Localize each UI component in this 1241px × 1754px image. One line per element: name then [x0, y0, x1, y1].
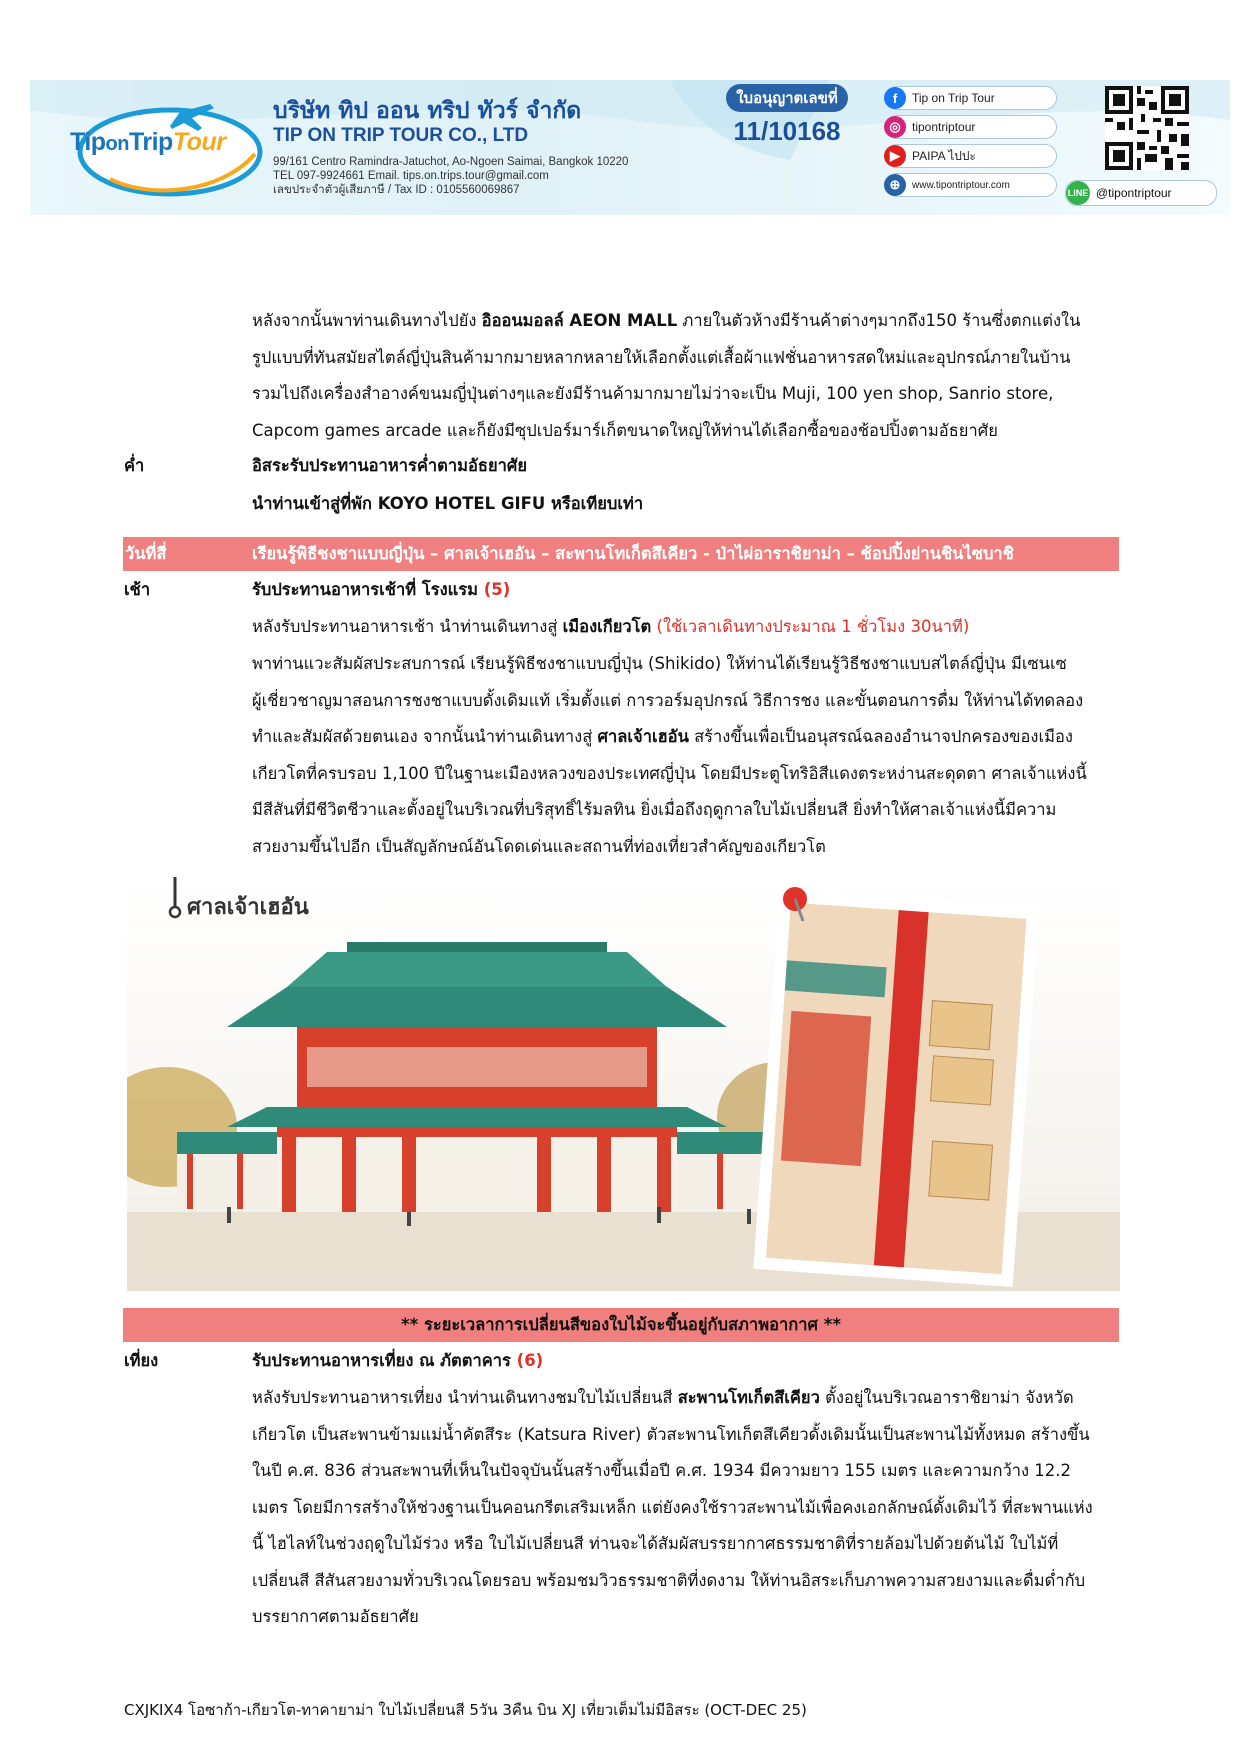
aeon-mall-paragraph: หลังจากนั้นพาท่านเดินทางไปยัง อิออนมอลล์ AEON MALL ภายในตัวห้างมีร้านค้าต่างๆมากถึง150 ร้านซึ่งตกแต่งใน รูปแบบที่ทันสมัยสไตล์ญี่ปุ่นสินค้ามากมายหลากหลายให้เลือกตั้งแต่เสื้อผ้าแฟชั่นอาหารสดใหม่และอุปกรณ์ภายในบ้าน รวมไปถึงเครื่องสำอางค์ขนมญี่ปุ่นต่างๆและยังมีร้านค้ามากมายไม่ว่าจะเป็น Muji, 100 yen shop, Sanrio store, Capcom games arcade และก็ยังมีซุปเปอร์มาร์เก็ตขนาดใหญ่ให้ท่านได้เลือกซื้อของช้อปปิ้งตามอัธยาศัย [252, 311, 1081, 440]
instagram-icon: ◎ [884, 116, 906, 138]
day-header-bar [123, 537, 1119, 571]
togetsukyo-paragraph: หลังรับประทานอาหารเที่ยง นำท่านเดินทางชมใบไม้เปลี่ยนสี สะพานโทเก็ตสึเคียว ตั้งอยู่ในบริเวณอาราชิยาม่า จังหวัด เกียวโต เป็นสะพานข้ามแม่น้ำคัตสึระ (Katsura River) ตัวสะพานโทเก็ตสึเคียวดั้งเดิมนั้นเป็นสะพานไม้ทั้งหมด สร้างขึ้น ในปี ค.ศ. 836 ส่วนสะพานที่เห็นในปัจจุบันนั้นสร้างขึ้นเมื่อปี ค.ศ. 1934 มีความยาว 155 เมตร และความกว้าง 12.2 เมตร โดยมีการสร้างให้ช่วงฐานเป็นคอนกรีตเสริมเหล็ก แต่ยังคงใช้ราวสะพานไม้เพื่อคงเอกลักษณ์ดั้งเดิมไว้ ที่สะพานแห่ง นี้ ไฮไลท์ในช่วงฤดูใบไม้ร่วง หรือ ใบไม้เปลี่ยนสี ท่านจะได้สัมผัสบรรยากาศธรรมชาติที่รายล้อมไปด้วยต้นไม้ ใบไม้ที่ เปลี่ยนสี สีสันสวยงามทั่วบริเวณโดยรอบ พร้อมชมวิวธรรมชาติที่งดงาม ให้ท่านอิสระเก็บภาพความสวยงามและดื่มด่ำกับ บรรยากาศตามอัธยาศัย [252, 1388, 1093, 1626]
kyoto-travel-line: หลังรับประทานอาหารเช้า นำท่านเดินทางสู่ เมืองเกียวโต (ใช้เวลาเดินทางประมาณ 1 ชั่วโมง 30นาที) [252, 617, 970, 636]
dinner-meal: อิสระรับประทานอาหารค่ำตามอัธยาศัย [252, 456, 528, 475]
tea-ceremony-paragraph: พาท่านแวะสัมผัสประสบการณ์ เรียนรู้พิธีชงชาแบบญี่ปุ่น (Shikido) ให้ท่านได้เรียนรู้วิธีชงชาแบบสไตล์ญี่ปุ่น มีเซนเซ ผู้เชี่ยวชาญมาสอนการชงชาแบบดั้งเดิมแท้ เริ่มตั้งแต่ การวอร์มอุปกรณ์ วิธีการชง และขั้นตอนการดื่ม ให้ท่านได้ทดลอง ทำและสัมผัสด้วยตนเอง จากนั้นนำท่านเดินทางสู่ ศาลเจ้าเฮอัน สร้างขึ้นเพื่อเป็นอนุสรณ์ฉลองอำนาจปกครองของเมือง เกียวโตที่ครบรอบ 1,100 ปีในฐานะเมืองหลวงของประเทศญี่ปุ่น โดยมีประตูโทริอิสีแดงตระหง่านสะดุดตา ศาลเจ้าแห่งนี้ มีสีสันที่มีชีวิตชีวาและตั้งอยู่ในบริเวณที่บริสุทธิ์ไร้มลทิน ยิ่งเมื่อถึงฤดูกาลใบไม้เปลี่ยนสี ยิ่งทำให้ศาลเจ้าแห่งนี้มีความ สวยงามขึ้นไปอีก เป็นสัญลักษณ์อันโดดเด่นและสถานที่ท่องเที่ยวสำคัญของเกียวโต [252, 654, 1087, 856]
lunch-label: เที่ยง [124, 1351, 159, 1370]
day-number: วันที่สี่ [125, 544, 167, 563]
youtube-icon: ▶ [884, 145, 906, 167]
line-icon: LINE [1066, 181, 1090, 205]
youtube-link[interactable]: ▶ PAIPA ไปปะ [885, 144, 1057, 168]
website-link[interactable]: ⊕ www.tipontriptour.com [885, 173, 1057, 197]
photo-title: ศาลเจ้าเฮอัน [187, 895, 309, 920]
page-footer: CXJKIX4 โอซาก้า-เกียวโต-ทาคายาม่า ใบไม้เปลี่ยนสี 5วัน 3คืน บิน XJ เที่ยวเต็มไม่มีอิสระ (OCT-DEC 25) [124, 1701, 807, 1719]
line-link[interactable]: LINE @tipontriptour [1065, 180, 1217, 206]
company-address: 99/161 Centro Ramindra-Jatuchot, Ao-Ngoen Saimai, Bangkok 10220 TEL 097-9924661 Email. tips.on.trips.tour@gmail.com เลขประจำตัวผู้เสียภาษี / Tax ID : 0105560069867 [273, 156, 629, 196]
logo-wordmark: TiponTripTour [70, 128, 226, 156]
company-name-en: TIP ON TRIP TOUR CO., LTD [273, 125, 529, 146]
instagram-link[interactable]: ◎ tipontriptour [885, 115, 1057, 139]
day-title: เรียนรู้พิธีชงชาแบบญี่ปุ่น – ศาลเจ้าเฮอัน – สะพานโทเก็ตสึเคียว - ป่าไผ่อาราชิยาม่า – ช้อปปิ้งย่านชินไซบาชิ [252, 544, 1014, 563]
heian-shrine-photo [127, 877, 1120, 1291]
company-name-th: บริษัท ทิป ออน ทริป ทัวร์ จำกัด [273, 98, 582, 124]
breakfast-meal: รับประทานอาหารเช้าที่ โรงแรม (5) [252, 580, 511, 599]
license-number: 11/10168 [733, 116, 841, 146]
weather-note-bar: ** ระยะเวลาการเปลี่ยนสีของใบไม้จะขึ้นอยู่กับสภาพอากาศ ** [123, 1308, 1119, 1342]
globe-icon: ⊕ [884, 174, 906, 196]
breakfast-label: เช้า [124, 580, 151, 599]
facebook-icon: f [884, 87, 906, 109]
license-badge [702, 84, 872, 147]
dinner-label: ค่ำ [124, 456, 145, 475]
facebook-link[interactable]: f Tip on Trip Tour [885, 86, 1057, 110]
social-links [885, 86, 1057, 202]
license-label: ใบอนุญาตเลขที่ [726, 84, 848, 112]
hotel-line: นำท่านเข้าสู่ที่พัก KOYO HOTEL GIFU หรือเทียบเท่า [252, 494, 644, 513]
lunch-meal: รับประทานอาหารเที่ยง ณ ภัตตาคาร (6) [252, 1351, 544, 1370]
qr-code [1105, 86, 1189, 170]
header-banner [30, 80, 1230, 215]
